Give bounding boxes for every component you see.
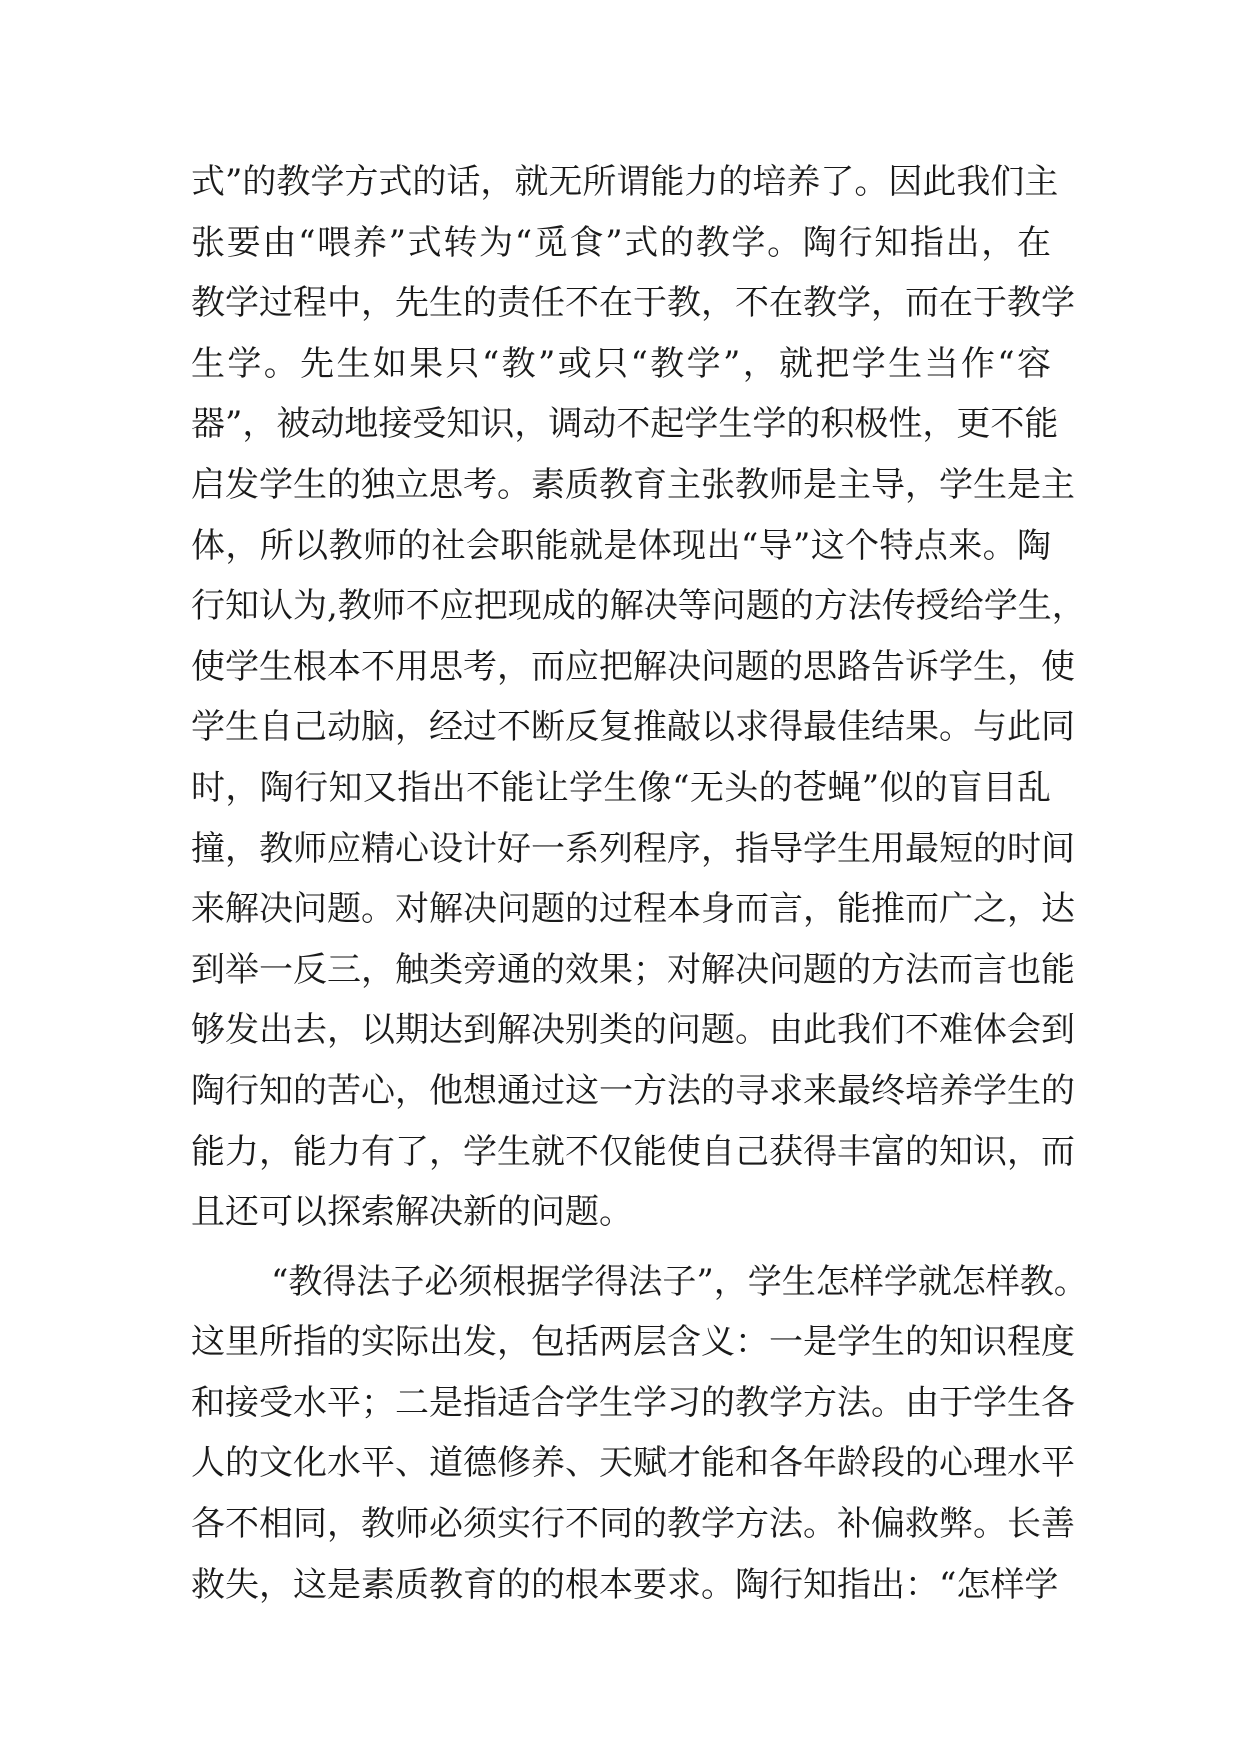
paragraph-line: 到举一反三，触类旁通的效果；对解决问题的方法而言也能	[191, 949, 1075, 990]
paragraph-line: 和接受水平；二是指适合学生学习的教学方法。由于学生各	[191, 1382, 1075, 1423]
paragraph-line: 学生自己动脑，经过不断反复推敲以求得最佳结果。与此同	[191, 707, 1075, 748]
paragraph-line: 生学。先生如果只“教”或只“教学”，就把学生当作“容	[191, 343, 1051, 384]
paragraph-line: 时，陶行知又指出不能让学生像“无头的苍蝇”似的盲目乱	[191, 767, 1051, 808]
paragraph-line: 够发出去，以期达到解决别类的问题。由此我们不难体会到	[191, 1010, 1075, 1051]
paragraph-spacer	[191, 1243, 1051, 1252]
paragraph-line: 使学生根本不用思考，而应把解决问题的思路告诉学生，使	[191, 646, 1075, 687]
paragraph-line: 且还可以探索解决新的问题。	[191, 1192, 633, 1233]
paragraph-line: 能力，能力有了，学生就不仅能使自己获得丰富的知识，而	[191, 1131, 1075, 1172]
paragraph-2	[191, 1252, 1088, 1616]
paragraph-line: 各不相同，教师必须实行不同的教学方法。补偏救弊。长善	[191, 1504, 1075, 1545]
paragraph-line: 式”的教学方式的话，就无所谓能力的培养了。因此我们主	[191, 162, 1059, 202]
paragraph-line: 来解决问题。对解决问题的过程本身而言，能推而广之，达	[191, 889, 1075, 930]
paragraph-line: 人的文化水平、道德修养、天赋才能和各年龄段的心理水平	[191, 1443, 1075, 1484]
paragraph-line: 这里所指的实际出发，包括两层含义：一是学生的知识程度	[191, 1322, 1075, 1363]
body-text	[191, 152, 1088, 1615]
paragraph-line: 教学过程中，先生的责任不在于教，不在教学，而在于教学	[191, 283, 1075, 324]
paragraph-line: 撞，教师应精心设计好一系列程序，指导学生用最短的时间	[191, 828, 1075, 869]
paragraph-line: 启发学生的独立思考。素质教育主张教师是主导，学生是主	[191, 464, 1075, 505]
paragraph-line: “教得法子必须根据学得法子”，学生怎样学就怎样教。	[271, 1261, 1088, 1302]
paragraph-1	[191, 152, 1086, 1243]
paragraph-line: 张要由“喂养”式转为“觅食”式的教学。陶行知指出，在	[191, 222, 1051, 263]
paragraph-line: 器”，被动地接受知识，调动不起学生学的积极性，更不能	[191, 404, 1059, 445]
paragraph-line: 体，所以教师的社会职能就是体现出“导”这个特点来。陶	[191, 525, 1051, 566]
paragraph-line: 救失，这是素质教育的的根本要求。陶行知指出：“怎样学	[191, 1564, 1059, 1605]
paragraph-line: 行知认为,教师不应把现成的解决等问题的方法传授给学生，	[191, 586, 1086, 627]
paragraph-line: 陶行知的苦心，他想通过这一方法的寻求来最终培养学生的	[191, 1070, 1075, 1111]
